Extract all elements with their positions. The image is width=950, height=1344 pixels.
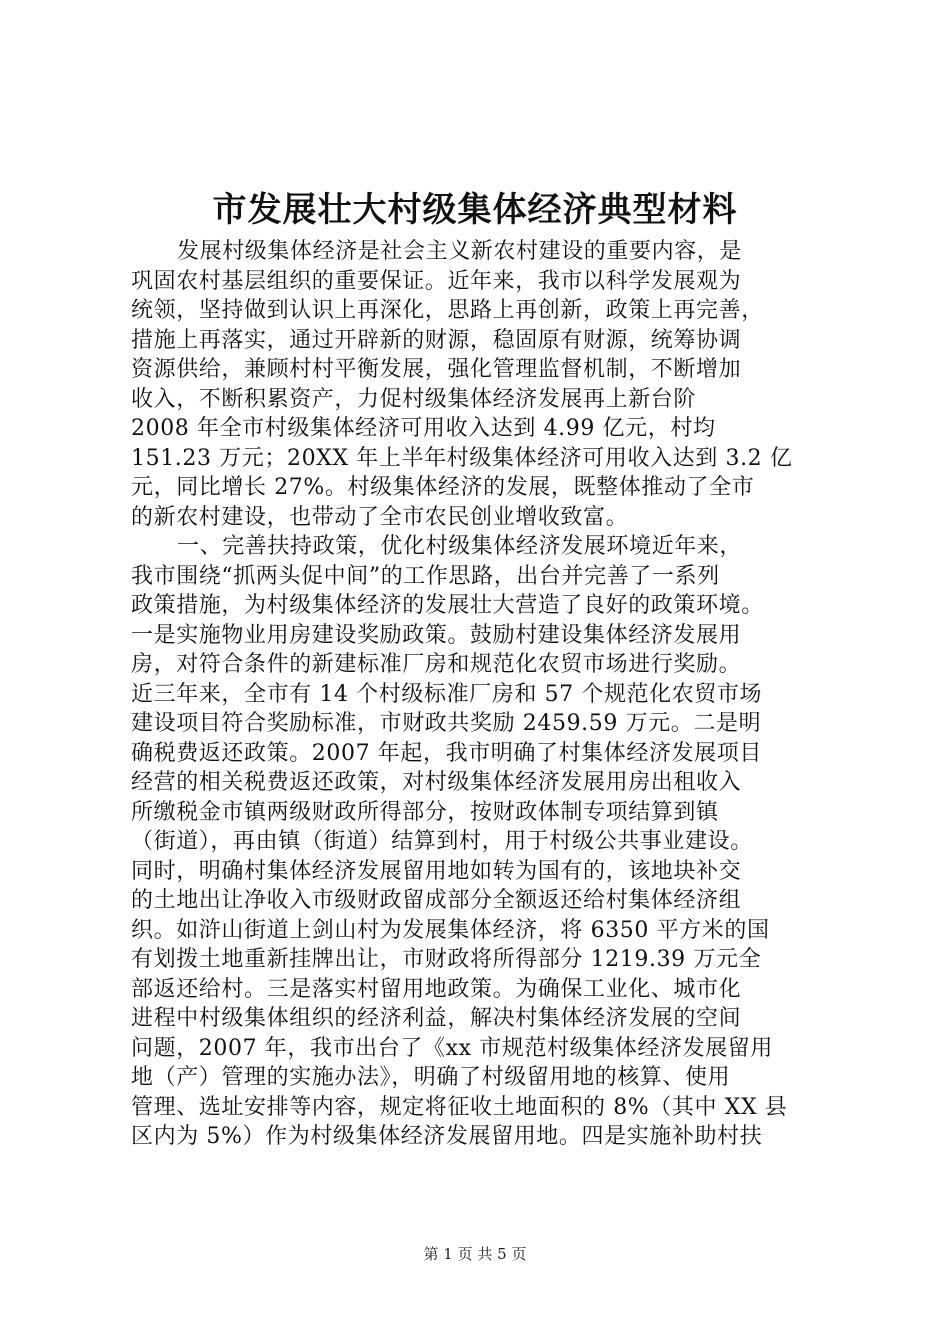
body-line: 确税费返还政策。2007 年起，我市明确了村集体经济发展项目 [131, 740, 762, 766]
body-line: 措施上再落实，通过开辟新的财源，稳固原有财源，统筹协调 [131, 327, 742, 353]
body-line: 一是实施物业用房建设奖励政策。鼓励村建设集体经济发展用 [131, 622, 742, 648]
body-line: 近三年来，全市有 14 个村级标准厂房和 57 个规范化农贸市场 [131, 681, 763, 707]
body-line: 进程中村级集体组织的经济利益，解决村集体经济发展的空间 [131, 1006, 742, 1031]
page-footer: 第 1 页 共 5 页 [423, 1245, 527, 1263]
body-line: 区内为 5%）作为村级集体经济发展留用地。四是实施补助村扶 [131, 1124, 763, 1149]
body-line: 地（产）管理的实施办法》，明确了村级留用地的核算、使用 [131, 1065, 731, 1090]
body-line: 同时，明确村集体经济发展留用地如转为国有的，该地块补交 [131, 858, 742, 884]
body-line: 织。如浒山街道上剑山村为发展集体经济，将 6350 平方米的国 [131, 917, 770, 943]
body-line: 收入，不断积累资产，力促村级集体经济发展再上新台阶 [131, 386, 697, 412]
body-line: 统领，坚持做到认识上再深化，思路上再创新，政策上再完善， [131, 298, 764, 323]
body-line: 我市围绕“抓两头促中间”的工作思路，出台并完善了一系列 [131, 563, 720, 589]
body-line: 资源供给，兼顾村村平衡发展，强化管理监督机制，不断增加 [131, 357, 742, 382]
body-line: 管理、选址安排等内容，规定将征收土地面积的 8%（其中 XX 县 [131, 1094, 788, 1120]
body-line: （街道），再由镇（街道）结算到村，用于村级公共事业建设。 [131, 829, 753, 854]
body-line: 的土地出让净收入市级财政留成部分全额返还给村集体经济组 [131, 888, 742, 913]
document-title: 市发展壮大村级集体经济典型材料 [212, 190, 738, 230]
body-line: 有划拨土地重新挂牌出让，市财政将所得部分 1219.39 万元全 [131, 947, 762, 972]
body-line: 巩固农村基层组织的重要保证。近年来，我市以科学发展观为 [131, 268, 742, 294]
body-line: 发展村级集体经济是社会主义新农村建设的重要内容，是 [177, 239, 743, 264]
body-line: 一、完善扶持政策，优化村级集体经济发展环境近年来， [177, 534, 743, 559]
body-line: 151.23 万元；20XX 年上半年村级集体经济可用收入达到 3.2 亿 [131, 445, 793, 471]
body-line: 经营的相关税费返还政策，对村级集体经济发展用房出租收入 [131, 770, 742, 795]
body-line: 政策措施，为村级集体经济的发展壮大营造了良好的政策环境。 [131, 593, 764, 618]
body-line: 问题，2007 年，我市出台了《xx 市规范村级集体经济发展留用 [131, 1035, 773, 1061]
body-line: 房，对符合条件的新建标准厂房和规范化农贸市场进行奖励。 [131, 652, 742, 677]
body-line: 的新农村建设，也带动了全市农民创业增收致富。 [131, 504, 629, 530]
document-body [131, 237, 821, 1152]
body-line: 所缴税金市镇两级财政所得部分，按财政体制专项结算到镇 [131, 799, 719, 825]
body-line: 建设项目符合奖励标准，市财政共奖励 2459.59 万元。二是明 [131, 711, 762, 736]
body-line: 2008 年全市村级集体经济可用收入达到 4.99 亿元，村均 [131, 416, 716, 441]
body-line: 元，同比增长 27%。村级集体经济的发展，既整体推动了全市 [131, 475, 755, 500]
body-line: 部返还给村。三是落实村留用地政策。为确保工业化、城市化 [131, 976, 742, 1002]
